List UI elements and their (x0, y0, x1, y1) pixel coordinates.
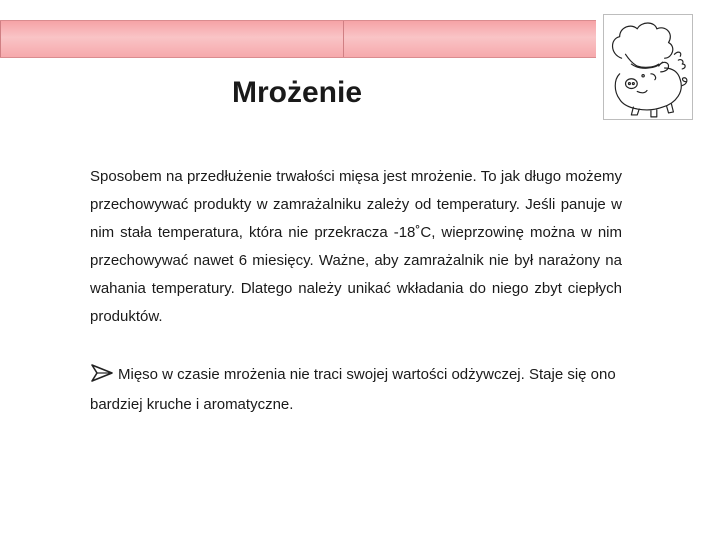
banner-divider (343, 21, 344, 57)
arrow-bullet-icon (90, 364, 114, 382)
banner-divider-left (0, 21, 1, 57)
chef-pig-logo-icon (604, 15, 692, 119)
main-paragraph: Sposobem na przedłużenie trwałości mięsa jest mrożenie. To jak długo możemy przechowywać produkty w zamrażalniku zależy od temperatury. Jeśli panuje w nim stała temperatura, która nie przekracza -18˚C, wieprzowinę można w nim przechowywać nawet 6 miesięcy. Ważne, aby zamrażalnik nie był narażony na wahania temperatury. Dlatego należy unikać wkładania do niego zbyt ciepłych produktów. (90, 168, 622, 325)
logo-frame (603, 14, 693, 120)
top-banner-bar (0, 20, 596, 58)
bullet-text: Mięso w czasie mrożenia nie traci swojej wartości odżywczej. Staje się ono bardziej kruche i aromatyczne. (90, 366, 616, 413)
slide-title: Mrożenie (232, 76, 363, 109)
bullet-item (90, 360, 630, 420)
